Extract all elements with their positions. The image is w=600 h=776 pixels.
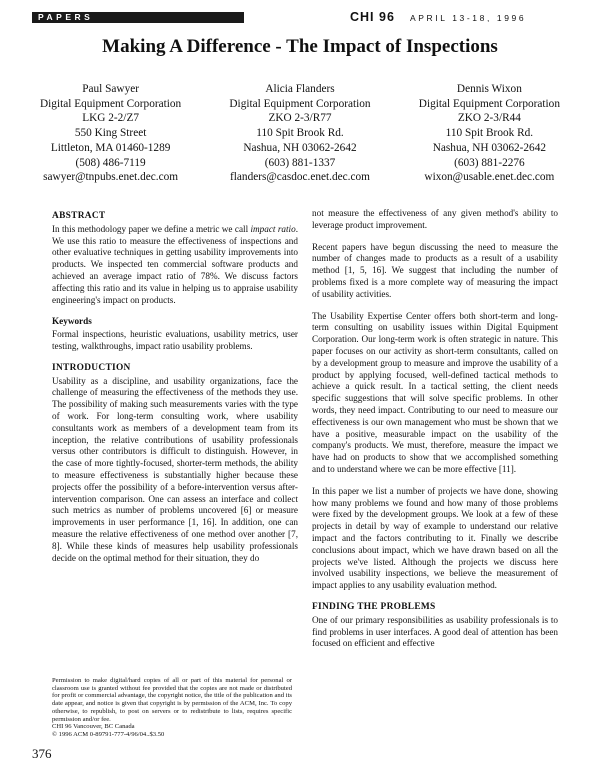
author-mailstop: ZKO 2-3/R44 (457, 112, 521, 125)
introduction-text: Usability as a discipline, and usability organizations, face the challenge of measuring the effectiveness of the methods they use. The possibility of making such measurements varies with the type of work. For long-term consulting work, where usability consultants work as members of a development team from its inception, the relative contributions of usability professionals versus other contributors is difficult to distinguish. However, in the case of more tightly-focused, shorter-term methods, the ability to measure effectiveness is substantially higher because these projects offer the possibility of a before-intervention versus after-intervention comparison. One can assess an interface and collect such metrics as number of problems uncovered [6] or measure improvements in user performance [1, 16]. In addition, one can measure the relative effectiveness of one method over another [7, 8]. While these kinds of measures help usability professionals decide on the optimal method for their situation, they do (52, 375, 298, 563)
right-column (312, 208, 558, 660)
left-column (52, 211, 298, 574)
author-phone: (603) 881-2276 (454, 156, 525, 169)
abstract-text-end: . We use this ratio to measure the effectiveness of inspections and other evaluative techniques in getting usability improvements into products. We inspected ten commercial software products and achieved an average impact ratio of 78%. We discuss factors affecting this ratio and its value in helping us to appraise usability engineering's impact on products. (52, 223, 298, 305)
conference-label: CHI 96 (350, 10, 395, 24)
paragraph: In this paper we list a number of projects we have done, showing how many problems we found and how many of those problems were fixed by the development groups. We look at a few of these projects in detail by way of example to understand our relative impact and the factors contributing to it. Finally we describe conclusions about impact, which we have drawn based on all the projects we've listed. Although the projects we discuss here involved usability inspections, we believe the measurement of impact applies to any usability evaluation method. (312, 485, 558, 591)
author-name: Alicia Flanders (265, 83, 335, 95)
page-number: 376 (32, 746, 52, 761)
paragraph: The Usability Expertise Center offers both short-term and long-term consulting on usability issues within Digital Equipment Corporation. Our long-term work is often strategic in nature. This paper focuses on our activity as short-term consultants, called on by a development group to measure and improve the usability of a product by applying focused, well-defined tactical methods to achieve a quick result. In a tactical setting, the client needs specific suggestions that will solve specific problems. In other words, they need impact. Contributing to our need to measure our effectiveness is our own management who must be shown that we have a positive, measurable impact on the usability of the company's products. We must, therefore, measure the impact we have had on products to show that we accomplished something and to understand where we can be more effective [11]. (312, 310, 558, 474)
conference-date: APRIL 13-18, 1996 (410, 13, 527, 23)
keywords-heading: Keywords (52, 316, 92, 327)
permission-notice (52, 677, 292, 739)
author-email: sawyer@tnpubs.enet.dec.com (43, 171, 179, 184)
author-street: 110 Spit Brook Rd. (256, 127, 344, 140)
author-phone: (508) 486-7119 (75, 156, 146, 169)
author-mailstop: ZKO 2-3/R77 (268, 112, 332, 125)
abstract-text (52, 224, 298, 307)
author-email: flanders@casdoc.enet.dec.com (230, 171, 370, 184)
finding-problems-heading: FINDING THE PROBLEMS (312, 601, 436, 612)
author-2 (229, 82, 370, 185)
author-email: wixon@usable.enet.dec.com (424, 171, 555, 184)
author-block (40, 82, 560, 185)
copyright-line: © 1996 ACM 0-89791-777-4/96/04..$3.50 (52, 730, 165, 738)
permission-text: Permission to make digital/hard copies of all or part of this material for personal or classroom use is granted without fee provided that the copies are not made or distributed for profit or commercial advantage, the copyright notice, the title of the publication and its date appear, and notice is given that copyright is by permission of the ACM, Inc. To copy otherwise, to republish, to post on servers or to redistribute to lists, requires specific permission and/or fee. (52, 677, 292, 723)
author-1 (40, 82, 181, 185)
author-name: Paul Sawyer (82, 83, 139, 95)
author-city: Nashua, NH 03062-2642 (243, 141, 357, 154)
paragraph: Recent papers have begun discussing the need to measure the number of changes made to products as a result of a usability method [1, 5, 16]. We suggest that including the number of problems fixed is a more complete way of measuring the impact of usability activities. (312, 241, 558, 299)
abstract-heading: ABSTRACT (52, 211, 106, 221)
author-org: Digital Equipment Corporation (418, 97, 560, 110)
author-mailstop: LKG 2-2/Z7 (82, 112, 139, 125)
author-name: Dennis Wixon (456, 83, 522, 95)
venue-line: CHI 96 Vancouver, BC Canada (52, 723, 135, 731)
keywords-text: Formal inspections, heuristic evaluations, usability metrics, user testing, walkthroughs, impact ratio usability problems. (52, 329, 298, 351)
abstract-term: impact ratio (250, 223, 296, 234)
author-org: Digital Equipment Corporation (40, 97, 182, 110)
paper-title: Making A Difference - The Impact of Inspections (102, 36, 498, 57)
finding-problems-text: One of our primary responsibilities as usability professionals is to find problems in user interfaces. A good deal of attention has been focused on efficient and effective (312, 614, 558, 649)
author-org: Digital Equipment Corporation (229, 97, 371, 110)
author-street: 550 King Street (74, 127, 147, 140)
author-street: 110 Spit Brook Rd. (445, 127, 534, 140)
author-city: Littleton, MA 01460-1289 (50, 141, 171, 154)
introduction-heading: INTRODUCTION (52, 362, 131, 373)
abstract-text-start: In this methodology paper we define a metric we call (52, 223, 251, 234)
author-city: Nashua, NH 03062-2642 (432, 141, 547, 154)
paragraph: not measure the effectiveness of any given method's ability to leverage product improvement. (312, 208, 558, 230)
author-phone: (603) 881-1337 (264, 156, 336, 169)
section-banner: PAPERS (32, 12, 244, 23)
author-3 (419, 82, 560, 185)
